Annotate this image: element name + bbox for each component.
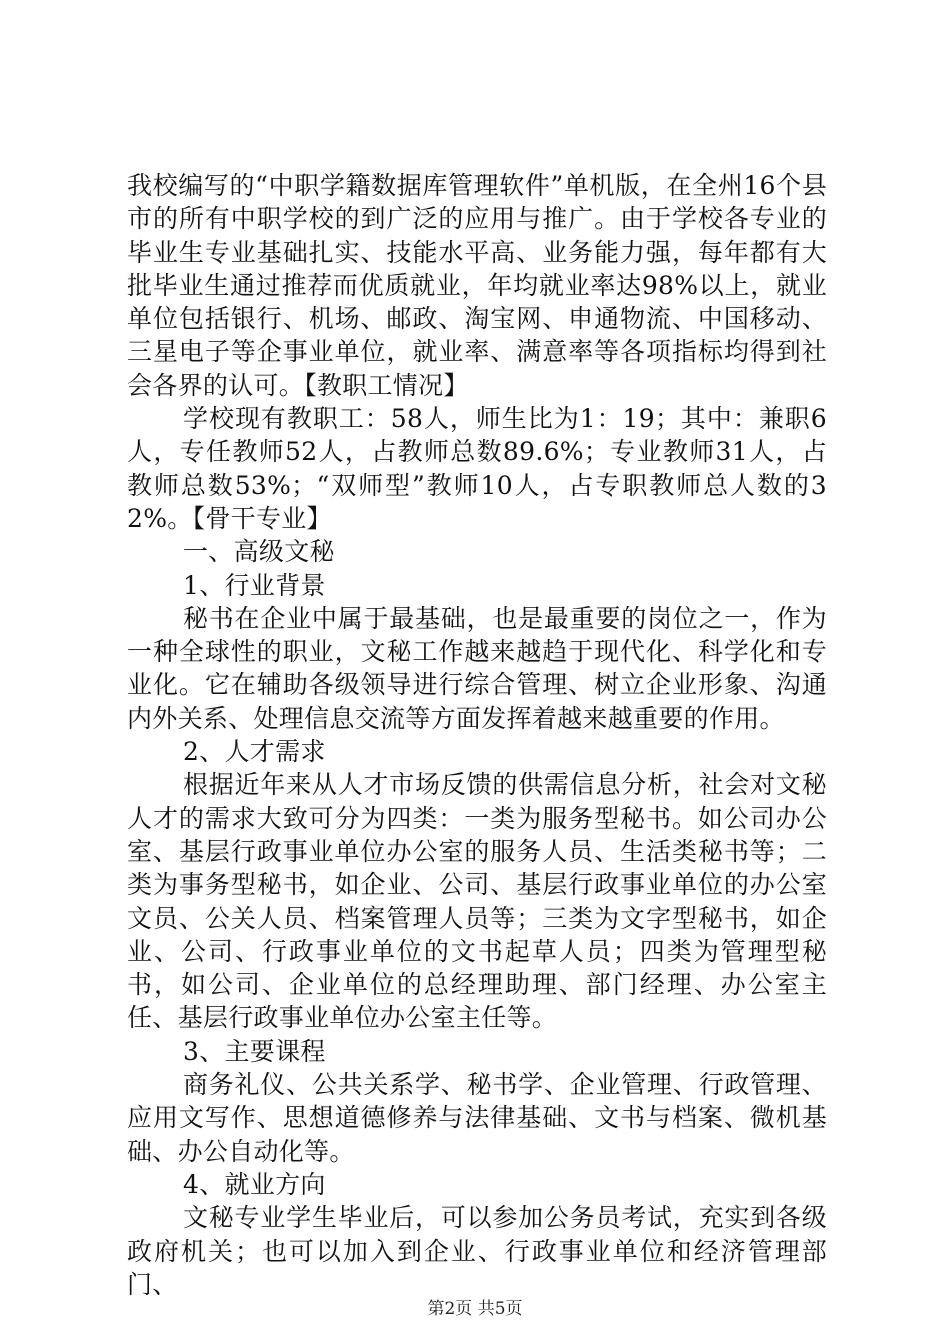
paragraph-school-software: 我校编写的“中职学籍数据库管理软件”单机版，在全州16个县市的所有中职学校的到广泛的应用与推广。由于学校各专业的毕业生专业基础扎实、技能水平高、业务能力强，每年都有大批毕业生通过推荐而优质就业，年均就业率达98%以上，就业单位包括银行、机场、邮政、淘宝网、申通物流、中国移动、三星电子等企事业单位，就业率、满意率等各项指标均得到社会各界的认可。【教职工情况】 [127,171,827,400]
heading-industry-background: 1、行业背景 [183,570,326,600]
paragraph-employment-direction: 文秘专业学生毕业后，可以参加公务员考试，充实到各级政府机关；也可以加入到企业、行政事业单位和经济管理部门、 [127,1203,827,1299]
paragraph-talent-demand: 根据近年来从人才市场反馈的供需信息分析，社会对文秘人才的需求大致可分为四类：一类为服务型秘书。如公司办公室、基层行政事业单位办公室的服务人员、生活类秘书等；二类为事务型秘书，如企业、公司、基层行政事业单位的办公室文员、公关人员、档案管理人员等；三类为文字型秘书，如企业、公司、行政事业单位的文书起草人员；四类为管理型秘书，如公司、企业单位的总经理助理、部门经理、办公室主任、基层行政事业单位办公室主任等。 [127,770,827,1033]
document-body [127,169,827,1301]
paragraph-main-courses: 商务礼仪、公共关系学、秘书学、企业管理、行政管理、应用文写作、思想道德修养与法律基础、文书与档案、微机基础、办公自动化等。 [127,1070,827,1166]
heading-senior-secretary: 一、高级文秘 [183,537,335,567]
paragraph-staff-info: 学校现有教职工：58人，师生比为1：19；其中：兼职6人，专任教师52人，占教师总数89.6%；专业教师31人，占教师总数53%；“双师型”教师10人，占专职教师总人数的32%。【骨干专业】 [127,404,827,533]
heading-talent-demand: 2、人才需求 [183,737,326,767]
paragraph-industry-background: 秘书在企业中属于最基础，也是最重要的岗位之一，作为一种全球性的职业，文秘工作越来越趋于现代化、科学化和专业化。它在辅助各级领导进行综合管理、树立企业形象、沟通内外关系、处理信息交流等方面发挥着越来越重要的作用。 [127,603,827,733]
heading-main-courses: 3、主要课程 [183,1036,326,1066]
heading-employment-direction: 4、就业方向 [183,1169,326,1199]
page-number-footer: 第2页 共5页 [427,1299,523,1319]
